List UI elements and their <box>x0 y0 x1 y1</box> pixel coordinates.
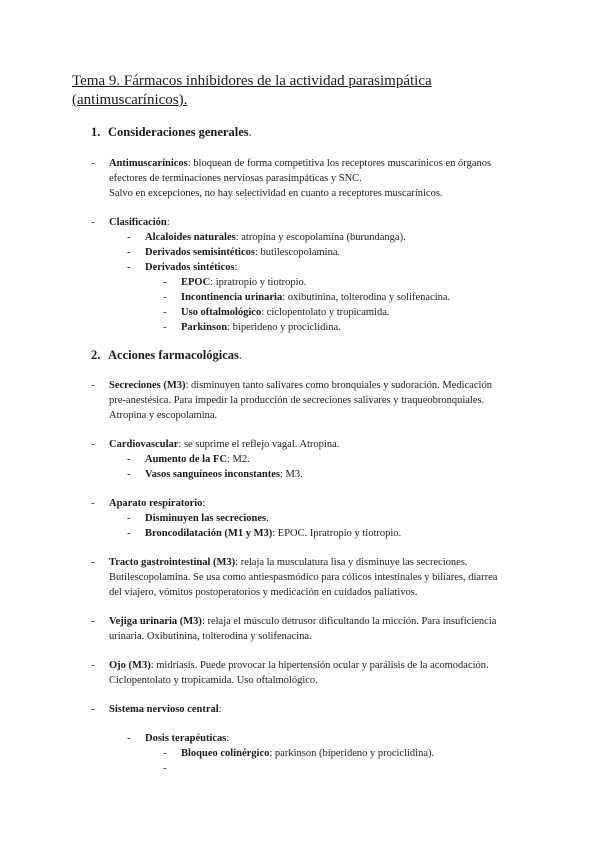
list-item <box>109 156 491 171</box>
list-item <box>109 658 489 673</box>
list-item <box>181 290 450 305</box>
definition: : <box>202 498 206 509</box>
definition: : M3. <box>279 469 303 480</box>
title-line-2: (antimuscarínicos). <box>72 92 188 108</box>
list-item-continuation: del viajero, vómitos postoperatorios y medicación en cuidados paliativos. <box>109 587 418 598</box>
definition: : EPOC. Ipratropio y tiotropio. <box>272 528 402 539</box>
term: Parkinson <box>181 322 228 333</box>
list-item <box>109 496 205 511</box>
term: Cardiovascular <box>109 439 179 450</box>
bullet-dash: - <box>91 704 95 715</box>
definition: : <box>234 262 238 273</box>
list-item <box>145 230 406 245</box>
bullet-dash: - <box>163 748 167 759</box>
list-item-continuation: Ciclopentolato y tropicamida. Uso oftalmológico. <box>109 675 318 686</box>
bullet-dash: - <box>163 307 167 318</box>
list-item <box>145 731 229 746</box>
section-punct: . <box>248 125 252 139</box>
section-title: Acciones farmacológicas <box>108 348 239 362</box>
list-item <box>109 555 468 570</box>
term: Vasos sanguíneos inconstantes <box>145 469 280 480</box>
definition: : <box>218 704 222 715</box>
page-title <box>72 72 542 110</box>
list-item <box>181 275 306 290</box>
definition: : relaja la musculatura lisa y disminuye las secreciones. <box>235 557 468 568</box>
term: Sistema nervioso central <box>109 704 219 715</box>
bullet-dash-empty: - <box>163 763 167 774</box>
bullet-dash: - <box>91 498 95 509</box>
bullet-dash: - <box>91 557 95 568</box>
section-punct: . <box>238 348 242 362</box>
term: Uso oftalmológico <box>181 307 262 318</box>
term: Antimuscarínicos <box>109 158 188 169</box>
term: Tracto gastrointestinal (M3) <box>109 557 236 568</box>
term: Bloqueo colinérgico <box>181 748 270 759</box>
term: Aumento de la FC <box>145 454 227 465</box>
bullet-dash: - <box>127 454 131 465</box>
definition: : M2. <box>226 454 250 465</box>
list-item <box>181 305 390 320</box>
term: Alcaloides naturales <box>145 232 236 243</box>
list-item-continuation: urinaria. Oxibutinina, tolterodina y solifenacina. <box>109 631 312 642</box>
definition: : <box>166 217 170 228</box>
list-item-continuation: pre-anestésica. Para impedir la producción de secreciones salivares y traqueobronquiales. <box>109 395 485 406</box>
list-item <box>145 467 303 482</box>
bullet-dash: - <box>91 380 95 391</box>
term: EPOC <box>181 277 211 288</box>
definition: . <box>266 513 269 524</box>
definition: : ipratropio y tiotropio. <box>210 277 307 288</box>
term: Aparato respiratorio <box>109 498 203 509</box>
term: Secreciones (M3) <box>109 380 186 391</box>
section-heading-2 <box>91 348 242 363</box>
bullet-dash: - <box>127 247 131 258</box>
list-item <box>181 320 341 335</box>
bullet-dash: - <box>163 277 167 288</box>
term: Clasificación <box>109 217 167 228</box>
list-item <box>145 260 237 275</box>
definition: : midriasis. Puede provocar la hipertensión ocular y parálisis de la acomodación. <box>150 660 489 671</box>
section-number: 1. <box>91 125 101 139</box>
term: Derivados sintéticos <box>145 262 235 273</box>
definition: : se suprime el reflejo vagal. Atropina. <box>178 439 340 450</box>
term: Disminuyen las secreciones <box>145 513 267 524</box>
bullet-dash: - <box>91 616 95 627</box>
list-item <box>109 614 496 629</box>
list-item-continuation: efectores de terminaciones nerviosas parasimpáticas y SNC. <box>109 173 362 184</box>
list-item <box>109 437 339 452</box>
section-heading-1 <box>91 125 252 140</box>
list-item <box>145 526 401 541</box>
term: Incontinencia urinaria <box>181 292 283 303</box>
section-number: 2. <box>91 348 101 362</box>
bullet-dash: - <box>91 217 95 228</box>
definition: : disminuyen tanto salivares como bronquiales y sudoración. Medicación <box>185 380 492 391</box>
bullet-dash: - <box>127 469 131 480</box>
term: Vejiga urinaria (M3) <box>109 616 202 627</box>
list-item <box>181 746 434 761</box>
definition: : ciclopentolato y tropicamida. <box>261 307 390 318</box>
list-item-continuation: Butilescopolamina. Se usa como antiespasmódico para cólicos intestinales y biliares, diarrea <box>109 572 498 583</box>
definition: : atropina y escopolamina (burundanga). <box>235 232 406 243</box>
title-line-1: Tema 9. Fármacos inhibidores de la actividad parasimpática <box>72 73 432 89</box>
definition: : biperideno y prociclidina. <box>227 322 341 333</box>
definition: : bloquean de forma competitiva los receptores muscarínicos en órganos <box>187 158 492 169</box>
list-item <box>109 702 222 717</box>
section-title: Consideraciones generales <box>108 125 249 139</box>
term: Derivados semisintéticos <box>145 247 255 258</box>
list-item <box>109 378 492 393</box>
bullet-dash: - <box>127 513 131 524</box>
definition: : <box>226 733 230 744</box>
list-item <box>145 245 340 260</box>
bullet-dash: - <box>127 232 131 243</box>
definition: : butilescopolamina. <box>254 247 341 258</box>
bullet-dash: - <box>163 292 167 303</box>
bullet-dash: - <box>127 528 131 539</box>
definition: : parkinson (biperideno y prociclidina). <box>269 748 435 759</box>
list-item <box>109 215 170 230</box>
definition: : oxibutinina, tolterodina y solifenacina. <box>282 292 451 303</box>
bullet-dash: - <box>163 322 167 333</box>
bullet-dash: - <box>91 660 95 671</box>
bullet-dash: - <box>91 439 95 450</box>
term: Broncodilatación (M1 y M3) <box>145 528 273 539</box>
list-item <box>145 511 269 526</box>
bullet-dash: - <box>127 262 131 273</box>
list-item-continuation: Salvo en excepciones, no hay selectividad en cuanto a receptores muscarínicos. <box>109 188 443 199</box>
list-item <box>145 452 250 467</box>
bullet-dash: - <box>127 733 131 744</box>
term: Ojo (M3) <box>109 660 151 671</box>
list-item-continuation: Atropina y escopolamina. <box>109 410 218 421</box>
term: Dosis terapéuticas <box>145 733 227 744</box>
definition: : relaja el músculo detrusor dificultando la micción. Para insuficiencia <box>201 616 497 627</box>
bullet-dash: - <box>91 158 95 169</box>
